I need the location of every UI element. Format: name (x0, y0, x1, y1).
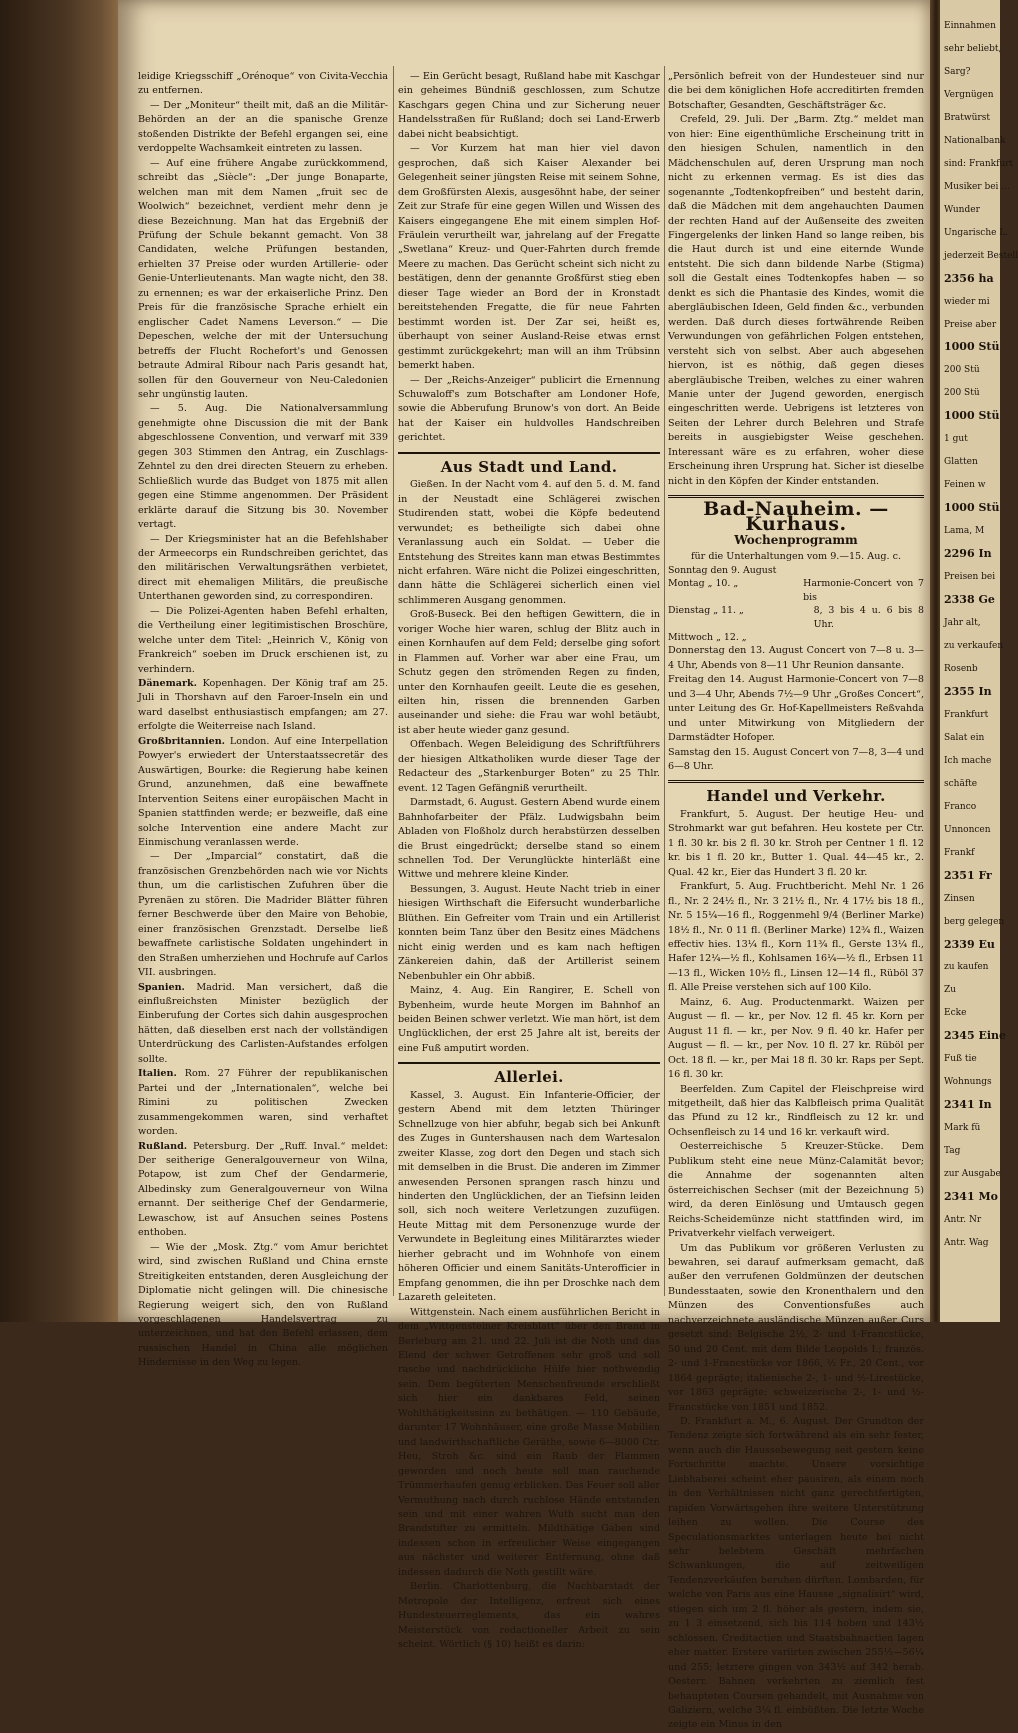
next-page-fragment: 2341 Mo (944, 1190, 998, 1204)
paragraph: leidige Kriegsschiff „Orénoque“ von Civita-Vecchia zu entfernen. (138, 71, 388, 97)
next-page-fragment: 1000 Stü (944, 340, 1000, 354)
paragraph: — Der „Reichs-Anzeiger“ publicirt die Ernennung Schuwaloff's zum Botschafter am Londoner Hofe, sowie die Abberufung Brunow's von dort. An Beide hat der Kaiser ein huldvolles Handschreiben gerichtet. (398, 374, 660, 444)
schedule-row (668, 577, 924, 604)
schedule-day: Dienstag „ 11. „ (668, 605, 744, 617)
next-page-fragment: 2355 In (944, 684, 992, 698)
paragraph: Beerfelden. Zum Capitel der Fleischpreise wird mitgetheilt, daß hier das Kalbfleisch prima Qualität das Pfund zu 12 kr., Rindfleisch zu 12 kr. und Ochsenfleisch zu 14 und 16 kr. verkauft wird. (668, 1083, 924, 1138)
next-page-fragment: Sarg? (944, 66, 971, 77)
next-page-fragment: zur Ausgabe (944, 1169, 1001, 1180)
next-page-fragment: Ecke (944, 1008, 967, 1019)
next-page-fragment: Ich mache (944, 755, 992, 766)
paragraph: Mainz, 6. Aug. Productenmarkt. Waizen per August — fl. — kr., per Nov. 12 fl. 45 kr. Korn per August 11 fl. — kr., per Nov. 9 fl. 40 kr. Hafer per August — fl. — kr., per Nov. 10 fl. 27 kr. Rüböl per Oct. 18 fl. — kr., per Mai 18 fl. 30 kr. Raps per Sept. 16 fl. 30 kr. (668, 996, 924, 1081)
next-page-fragment: Tag (944, 1146, 961, 1157)
next-page-fragment: Zinsen (944, 893, 975, 904)
schedule-row (668, 604, 924, 631)
next-page-fragment: Franco (944, 801, 977, 812)
next-page-fragment: Zu (944, 985, 957, 996)
column-2 (398, 70, 660, 1651)
next-page-fragment: Jahr alt, (944, 618, 981, 629)
news-text: London. Auf eine Interpellation Powyer's erwiedert der Unterstaatssecretär des Auswärtigen, Bourke: die Regierung habe keinen Grund, anzunehmen, daß eine bewaffnete Intervention Seitens einer europäischen Macht in Spanien stattfinden werde; er bezweifle, daß eine solche Intervention eine andere Macht zur Einmischung veranlassen werde. (138, 735, 388, 849)
paragraph: — Vor Kurzem hat man hier viel davon gesprochen, daß sich Kaiser Alexander bei Gelegenheit seiner jüngsten Reise mit seinem Sohne, dem Großfürsten Alexis, ausgesöhnt habe, der seiner Zeit zur Strafe für eine gegen Willen und Wissen des Kaisers eingegangene Ehe mit einem simplen Hof-Fräulein verurtheilt war, jahrelang auf der Fregatte „Swetlana“ Kreuz- und Quer-Fahrten durch fremde Meere zu machen. Das Gerücht scheint sich nicht zu bestätigen, denn der genannte Großfürst stieg eben dieser Tage wieder an Bord der in Kronstadt bereitstehenden Fregatte, die für neue Fahrten bestimmt worden ist. Der Zar sei, heißt es, überhaupt von seiner Ausland-Reise etwas ernst gestimmt zurückgekehrt; man will an ihm Trübsinn bemerkt haben. (398, 143, 660, 372)
next-page-fragment: Preise aber (944, 319, 997, 330)
country-lead: Rußland. (138, 1140, 188, 1152)
next-page-fragment: Salat ein (944, 732, 985, 743)
next-page-fragment: Wohnungs (944, 1077, 992, 1088)
next-page-fragment: Musiker bei ... (944, 181, 1010, 192)
paragraph: — Wie der „Mosk. Ztg.“ vom Amur berichtet wird, sind zwischen Rußland und China ernste Streitigkeiten entstanden, deren Ausgleichung der Diplomatie nicht gelingen will. Die chinesische Regierung weigert sich, den von Rußland vorgeschlagenen Handelsvertrag zu unterzeichnen, und hat den Befehl erlassen, dem russischen Handel in China alle möglichen Hindernisse in den Weg zu legen. (138, 1241, 388, 1369)
paragraph: Groß-Buseck. Bei den heftigen Gewittern, die in voriger Woche hier waren, schlug der Blitz auch in einen Kornhaufen auf dem Feld; derselbe ging sofort in Flammen auf. Vorher war aber eine Frau, um Schutz gegen den strömenden Regen zu finden, unter den Kornhaufen geeilt. Leute die es gesehen, eilten hin, rissen die brennenden Garben auseinander und siehe: die Frau war wohl betäubt, ist aber heute wieder ganz gesund. (398, 609, 660, 736)
next-page-fragment: 1000 Stü (944, 409, 1000, 423)
paragraph: Frankfurt, 5. August. Der heutige Heu- und Strohmarkt war gut befahren. Heu kostete per Ctr. 1 fl. 30 kr. bis 2 fl. 30 kr. Stroh per Centner 1 fl. 12 kr. bis 1 fl. 20 kr., Butter 1. Qual. 44—45 kr., 2. Qual. 42 kr., Eier das Hundert 3 fl. 20 kr. (668, 808, 924, 878)
schedule-note: Harmonie-Concert von 7 bis (803, 578, 924, 603)
next-page-fragment: Mark fü (944, 1123, 981, 1134)
paragraph: — Der „Imparcial“ constatirt, daß die französischen Grenzbehörden nach wie vor Nichts thun, um die carlistischen Zufuhren über die Pyrenäen zu stören. Die Madrider Blätter führen ferner Beschwerde über den Maire von Behobie, einer französischen Grenzstadt. Derselbe ließ bewaffnete carlistische Soldaten ungehindert in den Straßen umherziehen und Hochrufe auf Carlos VII. ausbringen. (138, 851, 388, 979)
section-rule (398, 1062, 660, 1064)
section-heading-allerlei: Allerlei. (494, 1068, 564, 1087)
column-3 (668, 70, 924, 1731)
concert-schedule (668, 564, 924, 644)
section-rule (668, 780, 924, 783)
next-page-fragment: Bratwürst (944, 112, 990, 123)
next-page-fragment: 200 Stü (944, 365, 980, 376)
wochenprogramm-heading: Wochenprogramm (734, 533, 858, 548)
next-page-fragment: sehr beliebt, (944, 43, 1002, 54)
next-page-fragment: Frankfurt (944, 709, 989, 720)
section-rule (398, 452, 660, 454)
column-rule-1 (393, 66, 394, 1296)
next-page-fragment: 2338 Ge (944, 593, 995, 607)
country-lead: Spanien. (138, 981, 185, 993)
next-page-fragment: Fuß tie (944, 1054, 977, 1065)
next-page-fragment: 200 Stü (944, 388, 980, 399)
paragraph: Um das Publikum vor größeren Verlusten zu bewahren, sei darauf aufmerksam gemacht, daß außer den verrufenen Goldmünzen der deutschen Bundesstaaten, sowie den Kronenthalern und den Münzen des Conventionsfußes auch nachverzeichnete ausländische Münzen außer Curs gesetzt sind: Belgische 2½, 2- und 1-Francstücke, 50 und 20 Cent. mit dem Bilde Leopolds I.; französ. 2- und 1-Francstücke vor 1866, ½ Fr., 20 Cent., vor 1864 geprägte; italienische 2-, 1- und ½-Lirestücke, vor 1863 geprägte; schweizerische 2-, 1- und ½-Francstücke von 1851 und 1852. (668, 1242, 924, 1413)
book-spine (0, 0, 118, 1322)
next-page-edge (940, 0, 1018, 1322)
next-page-fragment: Rosenb (944, 663, 978, 674)
paragraph: Gießen. In der Nacht vom 4. auf den 5. d. M. fand in der Neustadt eine Schlägerei zwischen Studirenden statt, wobei die Köpfe bedeutend verwundet; es betheiligte sich dabei ohne Veranlassung auch ein Soldat. — Ueber die Entstehung des Streites kann man etwas Bestimmtes nicht erfahren. Wäre nicht die Polizei eingeschritten, dann hätte die Schlägerei sicherlich einen viel schlimmeren Ausgang genommen. (398, 479, 660, 606)
column-rule-2 (664, 66, 665, 1296)
next-page-fragment: Lama, M (944, 526, 985, 537)
column-1 (138, 70, 388, 1369)
paragraph: Oesterreichische 5 Kreuzer-Stücke. Dem Publikum steht eine neue Münz-Calamität bevor; die Annahme der sogenannten alten österreichischen Sechser (mit der Bezeichnung 5) wird, da deren Einlösung und Umtausch gegen Reichs-Scheidemünze nicht stattfinden wird, im Privatverkehr vielfach verweigert. (668, 1141, 924, 1240)
kurhaus-heading: Bad-Nauheim. — Kurhaus. (703, 498, 889, 535)
paragraph: Frankfurt, 5. Aug. Fruchtbericht. Mehl Nr. 1 26 fl., Nr. 2 24½ fl., Nr. 3 21½ fl., Nr. 4 17½ bis 18 fl., Nr. 5 15¼—16 fl., Roggenmehl 9/4 (Berliner Marke) 18½ fl., Nr. 0 11 fl. (Berliner Marke) 12¾ fl., Waizen effectiv hies. 13¼ fl., Korn 11¾ fl., Gerste 13¼ fl., Hafer 12¼—½ fl., Kohlsamen 16¼—½ fl., Erbsen 11—13 fl., Wicken 10½ fl., Linsen 12—14 fl., Rüböl 37 fl. Alle Preise verstehen sich auf 100 Kilo. (668, 881, 924, 994)
schedule-paragraph: Donnerstag den 13. August Concert von 7—8 u. 3—4 Uhr, Abends von 8—11 Uhr Reunion dansante. (668, 645, 924, 671)
next-page-fragment: 2345 Eine (944, 1029, 1007, 1043)
paragraph: „Persönlich befreit von der Hundesteuer sind nur die bei dem königlichen Hofe accreditirten fremden Botschafter, Gesandten, Geschäftsträger &c. (668, 71, 924, 111)
schedule-paragraph: Samstag den 15. August Concert von 7—8, 3—4 und 6—8 Uhr. (668, 746, 924, 773)
news-item-grossbritannien (138, 735, 388, 851)
news-item-spanien (138, 981, 388, 1068)
next-page-fragment: zu kaufen (944, 962, 989, 973)
country-lead: Italien. (138, 1068, 177, 1080)
paragraph: — Der Kriegsminister hat an die Befehlshaber der Armeecorps ein Rundschreiben gerichtet, das den militärischen Verwaltungsräthen verbietet, direct mit ehemaligen Militärs, die preußische Unterthanen geworden sind, zu correspondiren. (138, 533, 388, 603)
country-lead: Dänemark. (138, 678, 198, 690)
paragraph: Berlin. Charlottenburg, die Nachbarstadt der Metropole der Intelligenz, erfreut sich eines Hundesteuerreglements, das ein wahres Meisterstück von redactioneller Arbeit zu sein scheint. Wörtlich (§ 10) heißt es darin: (398, 1581, 660, 1651)
paragraph: Bessungen, 3. August. Heute Nacht trieb in einer hiesigen Wirthschaft die Eifersucht wunderbarliche Blüthen. Ein Gefreiter vom Train und ein Artillerist konnten beim Tanz über den Besitz eines Mädchens nicht einig werden und es kam nach heftigen Zänkereien dahin, daß der Artillerist seinem Nebenbuhler ein Ohr abbiß. (398, 883, 660, 982)
paragraph: — Der „Moniteur“ theilt mit, daß an die Militär-Behörden an der an die spanische Grenze stoßenden Distrikte der Befehl ergangen sei, eine verdoppelte Wachsamkeit eintreten zu lassen. (138, 99, 388, 155)
news-item-daenemark (138, 677, 388, 735)
schedule-day: Montag „ 10. „ (668, 578, 739, 590)
next-page-fragment: 1000 Stü (944, 501, 1000, 515)
next-page-fragment: schäfte (944, 778, 978, 789)
paragraph: Mainz, 4. Aug. Ein Rangirer, E. Schell von Bybenheim, wurde heute Morgen im Bahnhof an beiden Beinen schwer verletzt. Wie man hört, ist dem Unglücklichen, der erst 25 Jahre alt ist, bereits der eine Fuß amputirt worden. (398, 985, 660, 1054)
schedule-day: Mittwoch „ 12. „ (668, 631, 747, 643)
news-item-italien (138, 1067, 388, 1139)
next-page-fragment: wieder mi (944, 296, 990, 307)
news-text: Petersburg. Der „Ruff. Inval.“ meldet: Der seitherige Generalgouverneur von Wilna, Potapow, ist zum Chef der Gendarmerie, Albedinsky zum Generalgouverneur von Wilna ernannt. Der seitherige Chef der Gendarmerie, Lewaschow, ist auf Ansuchen seines Postens enthoben. (138, 1140, 388, 1239)
schedule-paragraph: Freitag den 14. August Harmonie-Concert von 7—8 und 3—4 Uhr, Abends 7½—9 Uhr „Großes Concert“, unter Leitung des Gr. Hof-Kapellmeisters Reßvahda und unter Mitwirkung von Mitgliedern der Darmstädter Hofoper. (668, 674, 924, 744)
next-page-fragment: Ungarische L. (944, 227, 1009, 238)
next-page-fragment: Einnahmen (944, 21, 996, 31)
next-page-fragment: 2351 Fr (944, 868, 992, 882)
next-page-fragment: 2296 In (944, 547, 992, 561)
next-page-fragment: Nationalbank (944, 135, 1006, 146)
section-heading-stadt-und-land: Aus Stadt und Land. (440, 457, 618, 476)
paragraph: — Auf eine frühere Angabe zurückkommend, schreibt das „Siècle“: „Der junge Bonaparte, welchen man mit dem Namen „fruit sec de Woolwich“ bezeichnet, verdient mehr denn je diese Bezeichnung. Man hat das Ergebniß der Prüfung der Schule bekannt gemacht. Von 38 Candidaten, welche Prüfungen bestanden, erhielten 37 Preise oder wurden Artillerie- oder Genie-Unterlieutenants. Man wagte nicht, den 38. zu ernennen; es war der erkaiserliche Prinz. Den Preis für die französische Sprache erhielt ein englischer Cadet Namens Leverson.“ — Die Depeschen, welche der mit der Untersuchung betreffs der Flucht Rochefort's und Genossen betraute Admiral Ribour nach Paris gesandt hat, sollen für den Gouverneur von Neu-Caledonien sehr ungünstig lauten. (138, 157, 388, 400)
next-page-fragment: zu verkaufen (944, 641, 1004, 651)
page-gutter (930, 0, 940, 1322)
next-page-fragment: Antr. Nr (944, 1215, 982, 1226)
paragraph: Darmstadt, 6. August. Gestern Abend wurde einem Bahnhofarbeiter der Pfälz. Ludwigsbahn beim Abladen von Floßholz durch herabstürzen desselben die Brust eingedrückt; derselbe stand so einem schnellen Tod. Der Verunglückte hinterläßt eine Wittwe und mehrere kleine Kinder. (398, 797, 660, 881)
news-item-russland (138, 1140, 388, 1241)
paragraph: D. Frankfurt a. M., 6. August. Der Grundton der Tendenz zeigte sich fortwährend als ein sehr fester, wenn auch die Haussebewegung seit gestern keine Fortschritte machte. Unsere vorsichtige Liebhaberei scheint eher pausiren, als einem noch in den Verhältnissen nicht ganz gerechtfertigten, rapiden Vorwärtsgehen ihre weitere Unterstützung leihen zu wollen. Die Course des Speculationsmarktes unterlagen heute bei nicht sehr belebtem Geschäft mehrfachen Schwankungen, die auf zeitweiligen Tendenzverkäufen beruhen dürften. Lombarden, für welche von Paris aus eine Hausse „signalisirt“ wird, stiegen sich um 2 fl. höher als gestern, indem sie, zu 1 3 einsetzend, sich bis 114 hoben und 143½ schlossen. Creditactien und Staatsbahnactien lagen eher matter. Erstere variirten zwischen 255½—56¼ und 255; letztere gingen von 343½ auf 342 herab. Oesterr. Bahnen verkehrten zu ziemlich fest behaupteten Coursen gehandelt, mit Ausnahme von Galiziern, welche 3¼ fl. einbüßten. Die letzte Woche zeigte ein Minus in den (668, 1415, 924, 1731)
country-lead: Großbritannien. (138, 735, 226, 747)
section-heading-handel: Handel und Verkehr. (706, 787, 886, 806)
paragraph: Crefeld, 29. Juli. Der „Barm. Ztg.“ meldet man von hier: Eine eigenthümliche Erscheinung tritt in den hiesigen Schulen, namentlich in den Mädchenschulen auf, deren Ursprung man noch nicht zu erkennen vermag. Es ist dies das sogenannte „Todtenkopfreiben“ und besteht darin, daß die Mädchen mit dem angehauchten Daumen der rechten Hand auf der Außenseite des zweiten Fingergelenks der linken Hand so lange reiben, bis die Haut durch ist und eine eiternde Wunde entsteht. Die sich dann bildende Narbe (Stigma) soll die Gestalt eines Todtenkopfes haben — so denkt es sich die Phantasie des Kindes, womit die abergläubischen Ideen, Geld finden &c., verbunden werden. Daß durch dieses fortwährende Reiben Verwundungen von gefährlichen Folgen entstehen, versteht sich von selbst. Aber auch abgesehen hiervon, ist es nöthig, daß gegen dieses abergläubische Treiben, welches zu einer wahren Manie unter der Jugend geworden, energisch eingeschritten werde. Uebrigens ist letzteres von Seiten der Lehrer durch Belehren und Strafe bereits in ausgiebigster Weise geschehen. Interessant wäre es zu erfahren, woher diese Erscheinung ihren Ursprung hat. Sicher ist dieselbe nicht in den Köpfen der Kinder entstanden. (668, 114, 924, 487)
next-page-fragment: Feinen w (944, 480, 986, 491)
paragraph: Kassel, 3. August. Ein Infanterie-Officier, der gestern Abend mit dem letzten Thüringer Schnellzuge von hier abfuhr, begab sich bei Ankunft des Zuges in Guntershausen nach dem Wartesalon zweiter Klasse, zog dort den Degen und stach sich mit demselben in die Brust. Die anderen im Zimmer anwesenden Personen sprangen rasch hinzu und hinderten den Unglücklichen, der an Tiefsinn leiden soll, sich noch weitere Verletzungen zuzufügen. Heute Mittag mit dem Personenzuge wurde der Verwundete in Begleitung eines Militärarztes wieder hierher gebracht und im Wohnhofe von einem höheren Officier und einem Sanitäts-Unterofficier in Empfang genommen, die ihn per Droschke nach dem Lazareth geleiteten. (398, 1089, 660, 1304)
schedule-row (668, 631, 924, 644)
next-page-fragment: sind: Frankfurt (944, 158, 1014, 169)
next-page-fragment: Preisen bei (944, 572, 996, 583)
news-text: Rom. 27 Führer der republikanischen Partei und der „Internationalen“, welche bei Rimini zu politischen Zwecken zusammengekommen waren, sind verhaftet worden. (138, 1068, 388, 1138)
next-page-fragment: Wunder (944, 204, 980, 215)
schedule-note: 8, 3 bis 4 u. 6 bis 8 Uhr. (813, 605, 924, 630)
paragraph: Wittgenstein. Nach einem ausführlichen Bericht in dem „Wittgensteiner Kreisblatt“ über den Brand in Berleburg am 21. und 22. Juli ist die Noth und das Elend der schwer Getroffenen sehr groß und soll rasche und nachdrückliche Hülfe hier nothwendig sein. Dem begüterten Menschenfreunde erschließt sich hier ein dankbares Feld, seinen Wohlthätigkeitssinn zu bethätigen. — 110 Gebäude, darunter 17 Wohnhäuser, eine große Masse Mobilien und landwirthschaftliche Geräthe, sowie 6—8000 Ctr. Heu, Stroh &c. sind ein Raub der Flammen geworden und noch heute soll man rauchende Trümmerhaufen genug erblicken. Das Feuer soll aller Vermuthung nach durch ruchlose Hände entstanden sein und mit einer wahren Wuth sucht man den Brandstifter zu ermitteln. Mildthätige Gaben sind indessen schon in erfreulicher Weise eingegangen aus nächster und weiterer Entfernung, ohne daß indessen dadurch die Noth gestillt wäre. (398, 1306, 660, 1578)
next-page-fragment: jederzeit Bestell (944, 250, 1018, 261)
next-page-fragment: 2339 Eu (944, 937, 995, 951)
paragraph: Offenbach. Wegen Beleidigung des Schriftführers der hiesigen Altkatholiken wurde dieser Tage der Redacteur des „Starkenburger Boten“ zu 25 Thlr. event. 12 Tagen Gefängniß verurtheilt. (398, 739, 660, 794)
paragraph: — Ein Gerücht besagt, Rußland habe mit Kaschgar ein geheimes Bündniß geschlossen, zum Schutze Kaschgars gegen China und zur Sicherung neuer Handelsstraßen für Rußland; doch sei Land-Erwerb dabei nicht beabsichtigt. (398, 71, 660, 140)
next-page-fragment: Glatten (944, 457, 978, 468)
schedule-row (668, 564, 924, 577)
news-text: Madrid. Man versichert, daß die einflußreichsten Minister bezüglich der Einberufung der Cortes sich dahin ausgesprochen hätten, daß dieselben erst nach der vollständigen Unterdrückung des Carlisten-Aufstandes erfolgen sollte. (138, 981, 388, 1065)
next-page-fragment: berg gelegen (944, 916, 1005, 927)
news-text: Kopenhagen. Der König traf am 25. Juli in Thorshavn auf den Faroer-Inseln ein und ward daselbst enthusiastisch empfangen; am 27. erfolgte die Weiterreise nach Island. (138, 678, 388, 733)
schedule-day: Sonntag den 9. August (668, 564, 777, 576)
next-page-fragment: Frankf (944, 847, 975, 858)
next-page-fragment: 2356 ha (944, 271, 994, 285)
next-page-fragment: Antr. Wag (944, 1238, 989, 1249)
next-page-fragment: 2341 In (944, 1098, 992, 1112)
next-page-fragment: Vergnügen (944, 89, 994, 100)
next-page-fragment: Unnoncen (944, 824, 991, 835)
next-page-fragment: 1 gut (944, 434, 968, 445)
paragraph: — Die Polizei-Agenten haben Befehl erhalten, die Vertheilung einer legitimistischen Broschüre, welche unter dem Titel: „Heinrich V., König von Frankreich“ soeben im Druck erschienen ist, zu verhindern. (138, 605, 388, 675)
wochenprogramm-subtitle: für die Unterhaltungen vom 9.—15. Aug. c. (690, 550, 902, 562)
paragraph: — 5. Aug. Die Nationalversammlung genehmigte ohne Discussion die mit der Bank abgeschlossene Convention, und verwarf mit 339 gegen 303 Stimmen den Antrag, ein Zuschlags-Zehntel zu den drei directen Steuern zu erheben. Schließlich wurde das Budget von 1875 mit allen gegen eine Stimme angenommen. Der Präsident erklärte darauf die Sitzung bis 30. November vertagt. (138, 403, 388, 531)
